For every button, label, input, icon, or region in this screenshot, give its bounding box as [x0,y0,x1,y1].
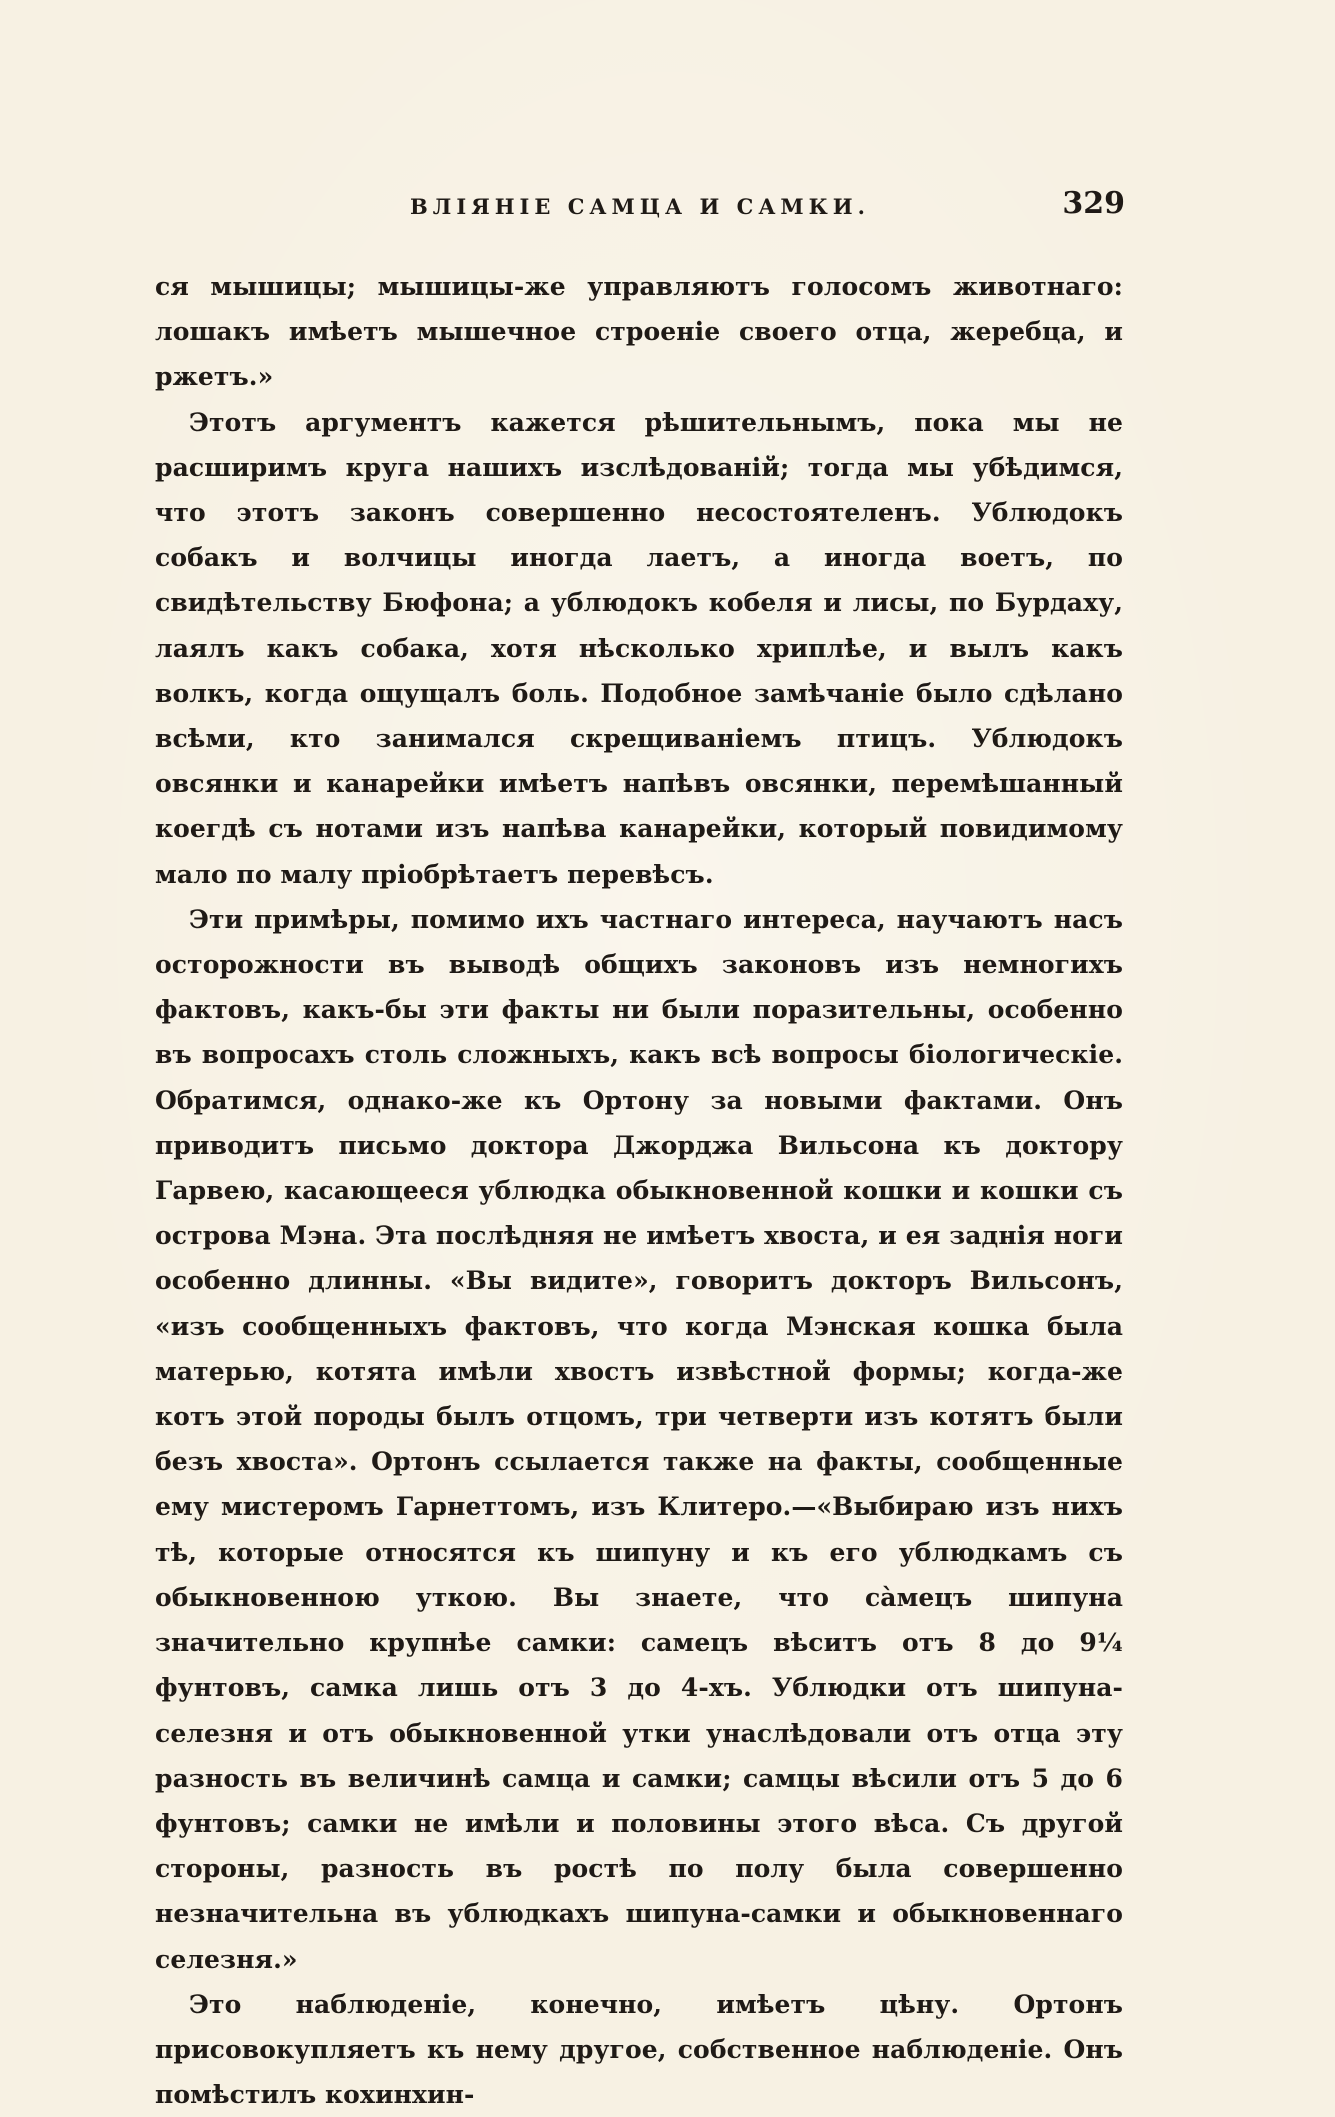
paragraph-examples: Эти примѣры, помимо ихъ частнаго интереса, научаютъ насъ осторожности въ выводѣ общихъ законовъ изъ немногихъ фактовъ, какъ-бы эти факты ни были поразительны, особенно въ вопросахъ столь сложныхъ, какъ всѣ вопросы біологическіе. Обратимся, однако-же къ Ортону за новыми фактами. Онъ приводитъ письмо доктора Джорджа Вильсона къ доктору Гарвею, касающееся ублюдка обыкновенной кошки и кошки съ острова Мэна. Эта послѣдняя не имѣетъ хвоста, и ея заднія ноги особенно длинны. «Вы видите», говоритъ докторъ Вильсонъ, «изъ сообщенныхъ фактовъ, что когда Мэнская кошка была матерью, котята имѣли хвостъ извѣстной формы; когда-же котъ этой породы былъ отцомъ, три четверти изъ котятъ были безъ хвоста». Ортонъ ссылается также на факты, сообщенные ему мистеромъ Гарнеттомъ, изъ Клитеро.—«Выбираю изъ нихъ тѣ, которые относятся къ шипуну и къ его ублюдкамъ съ обыкновенною уткою. Вы знаете, что сàмецъ шипуна значительно крупнѣе самки: самецъ вѣситъ отъ 8 до 9¼ фунтовъ, самка лишь отъ 3 до 4-хъ. Ублюдки отъ шипуна-селезня и отъ обыкновенной утки унаслѣдовали отъ отца эту разность въ величинѣ самца и самки; самцы вѣсили отъ 5 до 6 фунтовъ; самки не имѣли и половины этого вѣса. Съ другой стороны, разность въ ростѣ по полу была совершенно незначительна въ ублюдкахъ шипуна-самки и обыкновеннаго селезня.» [155,904,1123,1974]
page-header [155,186,1125,230]
paragraph-argument: Этотъ аргументъ кажется рѣшительнымъ, пока мы не расширимъ круга нашихъ изслѣдованій; тогда мы убѣдимся, что этотъ законъ совершенно несостоятеленъ. Ублюдокъ собакъ и волчицы иногда лаетъ, а иногда воетъ, по свидѣтельству Бюфона; а ублюдокъ кобеля и лисы, по Бурдаху, лаялъ какъ собака, хотя нѣсколько хриплѣе, и вылъ какъ волкъ, когда ощущалъ боль. Подобное замѣчаніе было сдѣлано всѣми, кто занимался скрещиваніемъ птицъ. Ублюдокъ овсянки и канарейки имѣетъ напѣвъ овсянки, перемѣшанный коегдѣ съ нотами изъ напѣва канарейки, который повидимому мало по малу пріобрѣтаетъ перевѣсъ. [155,407,1123,889]
running-head: ВЛІЯНІЕ САМЦА И САМКИ. [410,194,870,219]
paragraph-observation: Это наблюденіе, конечно, имѣетъ цѣну. Ортонъ присовокупляетъ къ нему другое, собственное наблюденіе. Онъ помѣстилъ кохинхин- [155,1989,1123,2110]
paragraph-continuation: ся мышицы; мышицы-же управляютъ голосомъ животнаго: лошакъ имѣетъ мышечное строеніе своего отца, жеребца, и ржетъ.» [155,272,1123,392]
body-text [155,264,1123,2117]
page-number: 329 [1062,186,1125,221]
